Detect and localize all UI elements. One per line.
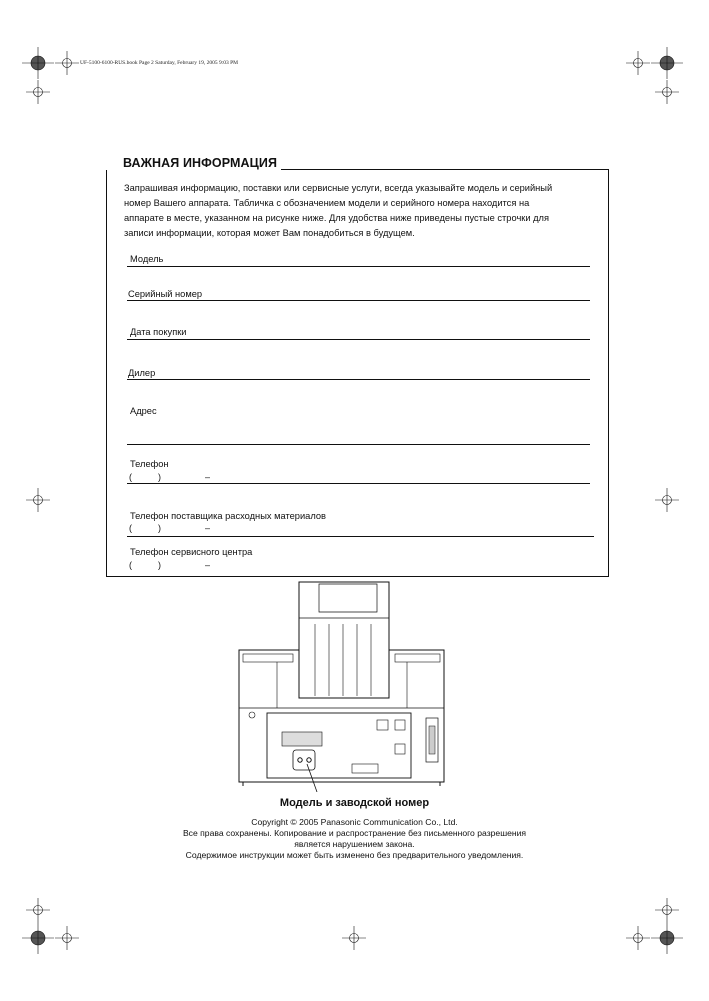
phone-mask-close: ) [158, 472, 161, 482]
field-label-purchase-date: Дата покупки [130, 327, 187, 337]
info-intro-line: номер Вашего аппарата. Табличка с обозначением модели и серийного номера находится на [124, 198, 530, 208]
copyright-line: Copyright © 2005 Panasonic Communication Co., Ltd. [251, 817, 458, 827]
phone-mask-dash: – [205, 472, 211, 482]
phone-mask-close: ) [158, 523, 161, 533]
field-line-supplies-phone[interactable] [127, 536, 594, 537]
copyright-line: Содержимое инструкции может быть изменено без предварительного уведомления. [185, 850, 524, 860]
info-box-title: ВАЖНАЯ ИНФОРМАЦИЯ [119, 156, 281, 170]
phone-mask-close: ) [158, 560, 161, 570]
fax-machine-rear-illustration [237, 580, 447, 792]
info-intro-line: Запрашивая информацию, поставки или сервисные услуги, всегда указывайте модель и серийный [124, 183, 553, 193]
field-label-address: Адрес [130, 406, 157, 416]
field-line-purchase-date[interactable] [127, 339, 590, 340]
field-line-address[interactable] [127, 444, 590, 445]
phone-mask-open: ( [129, 560, 132, 570]
field-label-phone: Телефон [130, 459, 169, 469]
print-header: UF-5100-6100-RUS.book Page 2 Saturday, February 19, 2005 9:03 PM [80, 60, 239, 66]
field-line-dealer[interactable] [127, 379, 590, 380]
field-label-serial: Серийный номер [128, 289, 203, 299]
phone-mask-open: ( [129, 472, 132, 482]
info-intro-line: аппарате в месте, указанном на рисунке ниже. Для удобства ниже приведены пустые строчки для [124, 213, 550, 223]
field-label-service-phone: Телефон сервисного центра [130, 547, 253, 557]
info-intro [124, 181, 604, 241]
field-label-supplies-phone: Телефон поставщика расходных материалов [130, 511, 326, 521]
field-label-dealer: Дилер [128, 368, 156, 378]
copyright-block [0, 817, 709, 861]
field-line-serial[interactable] [127, 300, 590, 301]
field-line-phone[interactable] [127, 483, 590, 484]
field-label-model: Модель [130, 254, 164, 264]
info-box-notch [106, 162, 120, 170]
info-intro-line: записи информации, которая может Вам понадобиться в будущем. [124, 228, 415, 238]
phone-mask-dash: – [205, 523, 211, 533]
copyright-line: Все права сохранены. Копирование и распространение без письменного разрешения [182, 828, 527, 838]
field-line-model[interactable] [127, 266, 590, 267]
copyright-line: является нарушением закона. [294, 839, 415, 849]
phone-mask-dash: – [205, 560, 211, 570]
figure-caption: Модель и заводской номер [279, 797, 430, 809]
phone-mask-open: ( [129, 523, 132, 533]
